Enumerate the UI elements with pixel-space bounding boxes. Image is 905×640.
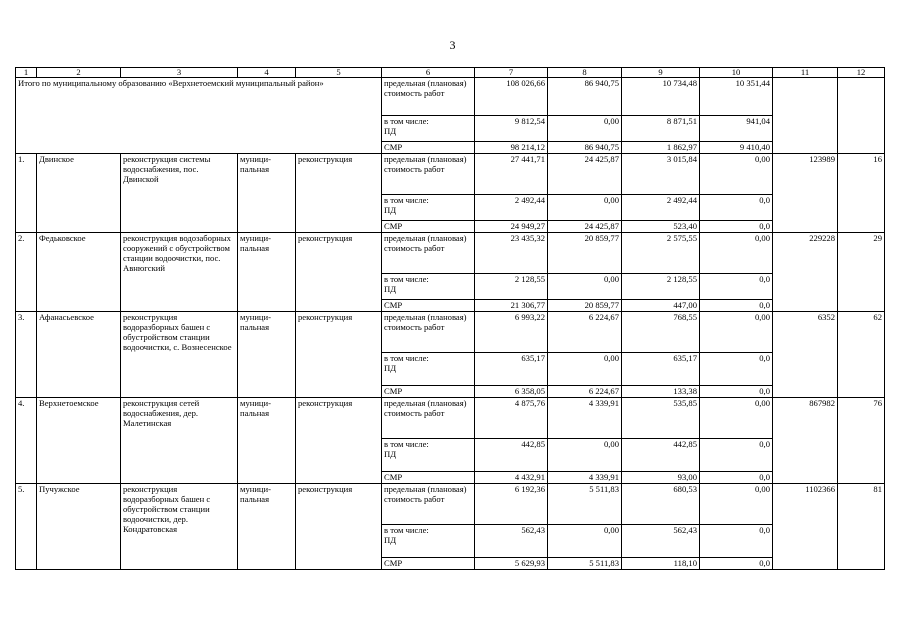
row-number: 1.	[16, 154, 37, 233]
header-cell: 6	[382, 68, 475, 78]
cost-cell: 535,85	[622, 398, 700, 439]
col12-value: 76	[838, 398, 885, 484]
pd-cell: 0,00	[548, 525, 622, 558]
cost-cell: 6 993,22	[475, 312, 548, 353]
work-type: реконструкция	[296, 233, 382, 312]
pd-label: ПД	[384, 535, 397, 545]
cost-cell: 0,00	[700, 398, 773, 439]
document-table	[15, 67, 885, 570]
smr-cell: 4 432,91	[475, 472, 548, 484]
work-type: реконструкция	[296, 484, 382, 570]
total-smr-cell: 9 410,40	[700, 142, 773, 154]
header-cell: 5	[296, 68, 382, 78]
smr-label: СМР	[382, 558, 475, 570]
pd-cell: 635,17	[622, 353, 700, 386]
cost-label: предельная (плановая) стоимость работ	[382, 484, 475, 525]
cost-cell: 5 511,83	[548, 484, 622, 525]
header-cell: 10	[700, 68, 773, 78]
row-number: 5.	[16, 484, 37, 570]
page-number: 3	[449, 38, 456, 52]
pd-cell: 0,0	[700, 439, 773, 472]
settlement-name: Афанасьевское	[37, 312, 121, 398]
header-cell: 7	[475, 68, 548, 78]
total-pd-cell: 8 871,51	[622, 116, 700, 142]
total-smr-cell: 98 214,12	[475, 142, 548, 154]
settlement-name: Пучужское	[37, 484, 121, 570]
pd-label: ПД	[384, 363, 397, 373]
pd-cell: 442,85	[622, 439, 700, 472]
pd-cell: 2 492,44	[475, 195, 548, 221]
ownership: муници-пальная	[238, 233, 296, 312]
header-cell: 8	[548, 68, 622, 78]
smr-cell: 93,00	[622, 472, 700, 484]
col11-value: 123989	[773, 154, 838, 233]
pd-cell: 0,00	[548, 195, 622, 221]
pd-label-cell	[382, 116, 475, 142]
cost-cell: 0,00	[700, 233, 773, 274]
row-number: 4.	[16, 398, 37, 484]
smr-cell: 4 339,91	[548, 472, 622, 484]
settlement-name: Верхнетоемское	[37, 398, 121, 484]
cost-cell: 0,00	[700, 154, 773, 195]
smr-cell: 5 629,93	[475, 558, 548, 570]
header-cell: 12	[838, 68, 885, 78]
ownership: муници-пальная	[238, 154, 296, 233]
pd-cell: 0,0	[700, 353, 773, 386]
row-number: 2.	[16, 233, 37, 312]
settlement-name: Двинское	[37, 154, 121, 233]
pd-cell: 0,0	[700, 274, 773, 300]
cost-cell: 3 015,84	[622, 154, 700, 195]
cost-cell: 24 425,87	[548, 154, 622, 195]
data-row-cost	[16, 312, 885, 353]
pd-cell: 562,43	[622, 525, 700, 558]
pd-label-cell	[382, 439, 475, 472]
incl-label: в том числе:	[384, 439, 429, 449]
cost-cell: 20 859,77	[548, 233, 622, 274]
row-number: 3.	[16, 312, 37, 398]
total-title: Итого по муниципальному образованию «Верхнетоемский муниципальный район»	[16, 78, 382, 154]
cost-label: предельная (плановая) стоимость работ	[382, 78, 475, 116]
smr-cell: 0,0	[700, 386, 773, 398]
pd-cell: 2 128,55	[622, 274, 700, 300]
col12-value: 16	[838, 154, 885, 233]
empty-cell	[838, 78, 885, 154]
smr-label: СМР	[382, 142, 475, 154]
smr-cell: 447,00	[622, 300, 700, 312]
work-type: реконструкция	[296, 398, 382, 484]
object-name: реконструкция водозаборных сооружений с обустройством станции водоочистки, пос. Авнюгский	[121, 233, 238, 312]
col12-value: 62	[838, 312, 885, 398]
header-cell: 4	[238, 68, 296, 78]
total-pd-cell: 0,00	[548, 116, 622, 142]
col11-value: 6352	[773, 312, 838, 398]
object-name: реконструкция водоразборных башен с обустройством станции водоочистки, дер. Кондратовская	[121, 484, 238, 570]
col11-value: 229228	[773, 233, 838, 312]
cost-label: предельная (плановая) стоимость работ	[382, 398, 475, 439]
header-cell: 2	[37, 68, 121, 78]
smr-label: СМР	[382, 300, 475, 312]
total-cost-cell: 10 734,48	[622, 78, 700, 116]
total-cost-row	[16, 78, 885, 116]
smr-cell: 0,0	[700, 472, 773, 484]
data-row-cost	[16, 398, 885, 439]
incl-label: в том числе:	[384, 195, 429, 205]
pd-cell: 0,00	[548, 353, 622, 386]
header-cell: 3	[121, 68, 238, 78]
pd-label-cell	[382, 195, 475, 221]
data-row-cost	[16, 154, 885, 195]
incl-label: в том числе:	[384, 116, 429, 126]
object-name: реконструкция сетей водоснабжения, дер. Малетинская	[121, 398, 238, 484]
header-cell: 1	[16, 68, 37, 78]
col11-value: 867982	[773, 398, 838, 484]
pd-cell: 0,00	[548, 439, 622, 472]
cost-cell: 0,00	[700, 484, 773, 525]
cost-cell: 2 575,55	[622, 233, 700, 274]
work-type: реконструкция	[296, 154, 382, 233]
smr-label: СМР	[382, 386, 475, 398]
col12-value: 29	[838, 233, 885, 312]
header-row	[16, 68, 885, 78]
settlement-name: Федьковское	[37, 233, 121, 312]
incl-label: в том числе:	[384, 353, 429, 363]
cost-cell: 23 435,32	[475, 233, 548, 274]
incl-label: в том числе:	[384, 525, 429, 535]
object-name: реконструкция водоразборных башен с обустройством станции водоочистки, с. Вознесенское	[121, 312, 238, 398]
smr-cell: 21 306,77	[475, 300, 548, 312]
pd-label-cell	[382, 525, 475, 558]
total-cost-cell: 86 940,75	[548, 78, 622, 116]
smr-cell: 0,0	[700, 558, 773, 570]
header-cell: 9	[622, 68, 700, 78]
ownership: муници-пальная	[238, 312, 296, 398]
smr-cell: 24 425,87	[548, 221, 622, 233]
smr-label: СМР	[382, 472, 475, 484]
pd-label-cell	[382, 353, 475, 386]
cost-label: предельная (плановая) стоимость работ	[382, 154, 475, 195]
cost-cell: 0,00	[700, 312, 773, 353]
pd-cell: 635,17	[475, 353, 548, 386]
col11-value: 1102366	[773, 484, 838, 570]
smr-cell: 5 511,83	[548, 558, 622, 570]
total-smr-cell: 1 862,97	[622, 142, 700, 154]
cost-cell: 6 192,36	[475, 484, 548, 525]
total-cost-cell: 108 026,66	[475, 78, 548, 116]
cost-cell: 6 224,67	[548, 312, 622, 353]
object-name: реконструкция системы водоснабжения, пос. Двинской	[121, 154, 238, 233]
smr-cell: 6 224,67	[548, 386, 622, 398]
incl-label: в том числе:	[384, 274, 429, 284]
cost-label: предельная (плановая) стоимость работ	[382, 233, 475, 274]
header-cell: 11	[773, 68, 838, 78]
smr-cell: 20 859,77	[548, 300, 622, 312]
cost-cell: 27 441,71	[475, 154, 548, 195]
pd-cell: 0,0	[700, 195, 773, 221]
pd-cell: 0,0	[700, 525, 773, 558]
smr-cell: 523,40	[622, 221, 700, 233]
pd-cell: 2 128,55	[475, 274, 548, 300]
pd-label: ПД	[384, 205, 397, 215]
total-cost-cell: 10 351,44	[700, 78, 773, 116]
empty-cell	[773, 78, 838, 154]
pd-cell: 0,00	[548, 274, 622, 300]
pd-cell: 2 492,44	[622, 195, 700, 221]
ownership: муници-пальная	[238, 484, 296, 570]
col12-value: 81	[838, 484, 885, 570]
pd-cell: 562,43	[475, 525, 548, 558]
pd-label-cell	[382, 274, 475, 300]
data-row-cost	[16, 484, 885, 525]
work-type: реконструкция	[296, 312, 382, 398]
pd-label: ПД	[384, 449, 397, 459]
smr-label: СМР	[382, 221, 475, 233]
smr-cell: 0,0	[700, 300, 773, 312]
pd-cell: 442,85	[475, 439, 548, 472]
smr-cell: 0,0	[700, 221, 773, 233]
cost-label: предельная (плановая) стоимость работ	[382, 312, 475, 353]
total-pd-cell: 941,04	[700, 116, 773, 142]
smr-cell: 6 358,05	[475, 386, 548, 398]
smr-cell: 24 949,27	[475, 221, 548, 233]
total-smr-cell: 86 940,75	[548, 142, 622, 154]
total-pd-cell: 9 812,54	[475, 116, 548, 142]
pd-label: ПД	[384, 284, 397, 294]
cost-cell: 4 339,91	[548, 398, 622, 439]
ownership: муници-пальная	[238, 398, 296, 484]
pd-label: ПД	[384, 126, 397, 136]
cost-cell: 768,55	[622, 312, 700, 353]
data-row-cost	[16, 233, 885, 274]
smr-cell: 133,38	[622, 386, 700, 398]
cost-cell: 680,53	[622, 484, 700, 525]
cost-cell: 4 875,76	[475, 398, 548, 439]
smr-cell: 118,10	[622, 558, 700, 570]
